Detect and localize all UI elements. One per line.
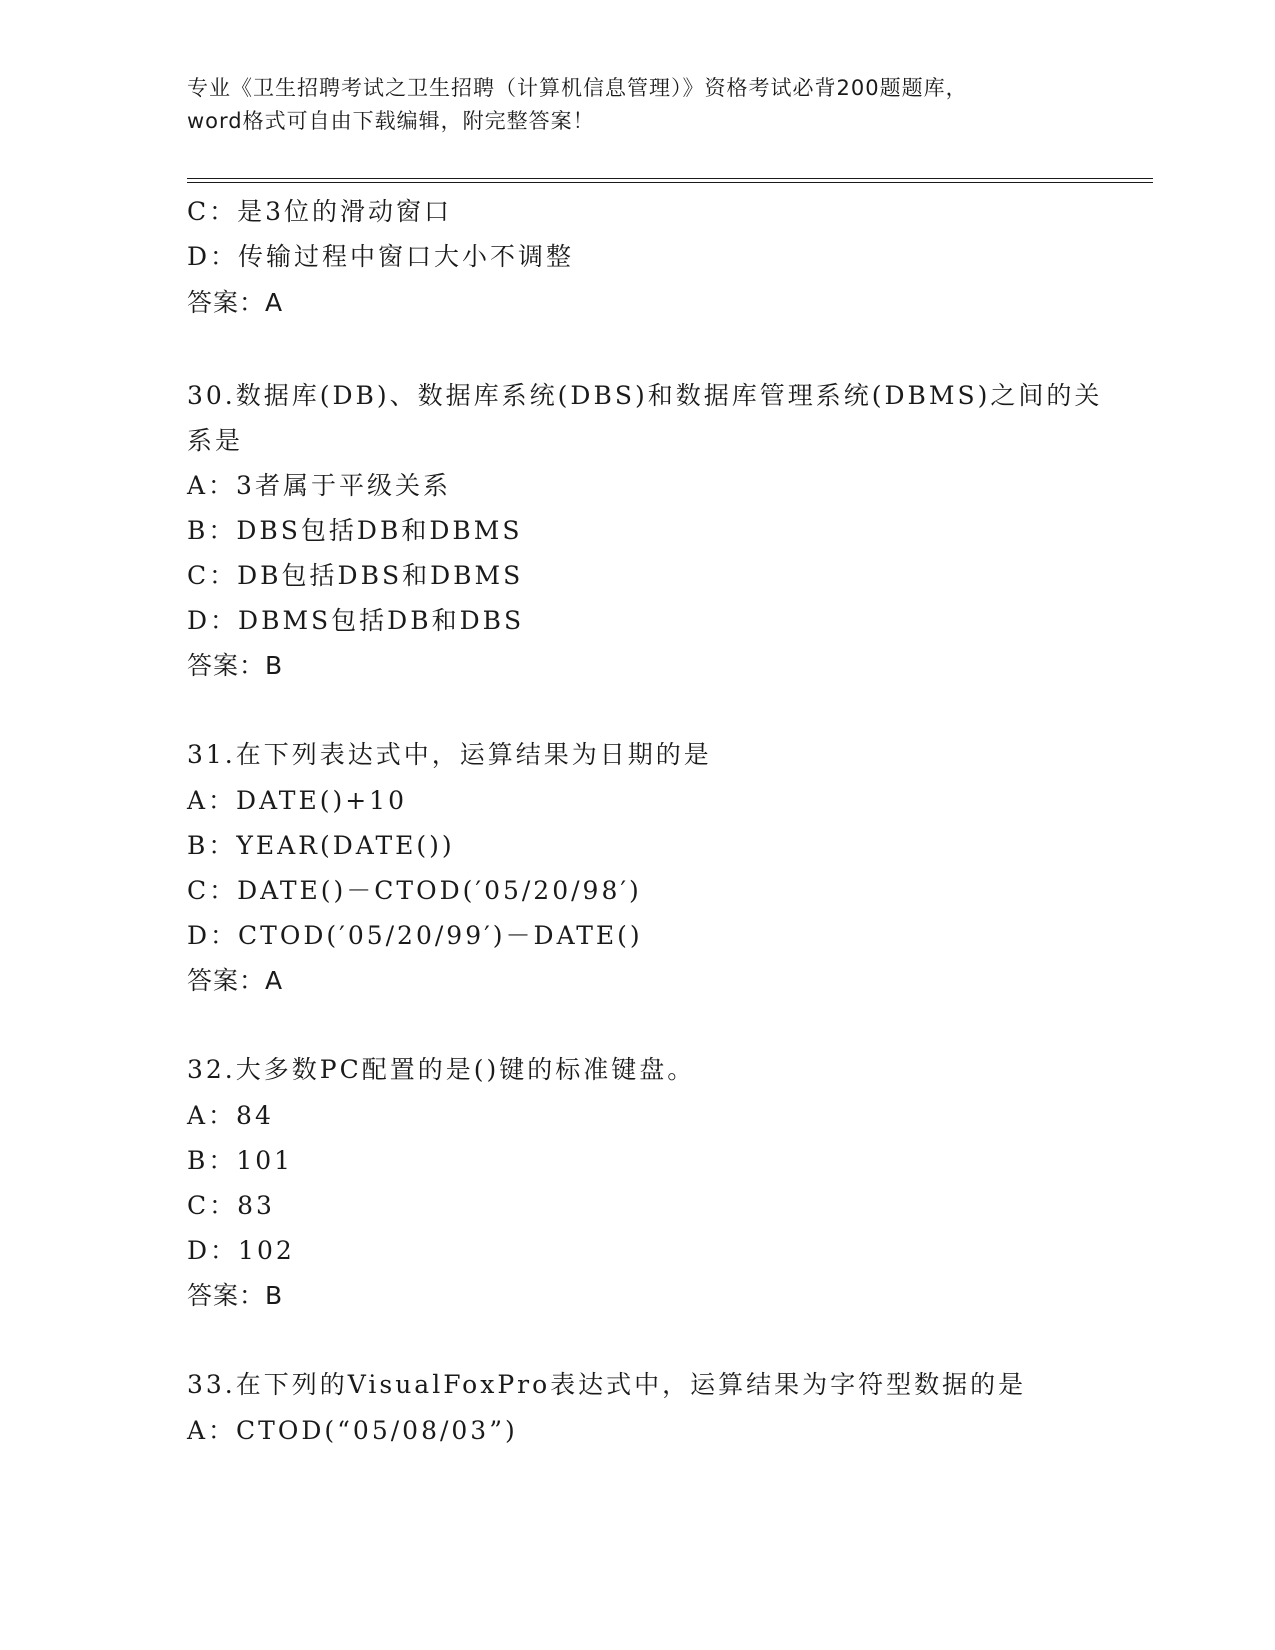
q32-option-c: C：83 (187, 1191, 275, 1220)
q32-option-d: D：102 (187, 1236, 295, 1265)
q32-stem: 32.大多数PC配置的是()键的标准键盘。 (187, 1055, 696, 1084)
q31-option-a: A：DATE()+10 (187, 786, 407, 815)
q33-option-a: A：CTOD(“05/08/03”) (187, 1416, 518, 1445)
q32-answer: 答案：B (187, 1281, 284, 1310)
q29-option-c: C：是3位的滑动窗口 (187, 197, 453, 226)
q31-option-b: B：YEAR(DATE()) (187, 831, 455, 860)
q30-option-d: D：DBMS包括DB和DBS (187, 606, 525, 635)
header-line-1: 专业《卫生招聘考试之卫生招聘（计算机信息管理）》资格考试必背200题题库， (187, 76, 968, 100)
q31-option-c: C：DATE()－CTOD(′05/20/98′) (187, 876, 642, 905)
q33-stem: 33.在下列的VisualFoxPro表达式中，运算结果为字符型数据的是 (187, 1370, 1027, 1399)
q31-answer: 答案：A (187, 966, 284, 995)
q29-answer: 答案：A (187, 288, 284, 317)
q30-option-a: A：3者属于平级关系 (187, 471, 451, 500)
q30-option-c: C：DB包括DBS和DBMS (187, 561, 524, 590)
header-line-2: word格式可自由下载编辑，附完整答案！ (187, 109, 595, 133)
q30-stem-line-1: 30.数据库(DB)、数据库系统(DBS)和数据库管理系统(DBMS)之间的关 (187, 381, 1103, 410)
header-divider-top (187, 178, 1153, 179)
q30-stem-line-2: 系是 (187, 426, 244, 455)
q30-answer: 答案：B (187, 651, 284, 680)
q29-option-d: D：传输过程中窗口大小不调整 (187, 242, 575, 271)
q32-option-a: A：84 (187, 1101, 274, 1130)
document-header (187, 72, 1087, 138)
q30-option-b: B：DBS包括DB和DBMS (187, 516, 523, 545)
q32-option-b: B：101 (187, 1146, 294, 1175)
q31-stem: 31.在下列表达式中，运算结果为日期的是 (187, 740, 712, 769)
header-divider-bottom (187, 182, 1153, 183)
q31-option-d: D：CTOD(′05/20/99′)－DATE() (187, 921, 643, 950)
